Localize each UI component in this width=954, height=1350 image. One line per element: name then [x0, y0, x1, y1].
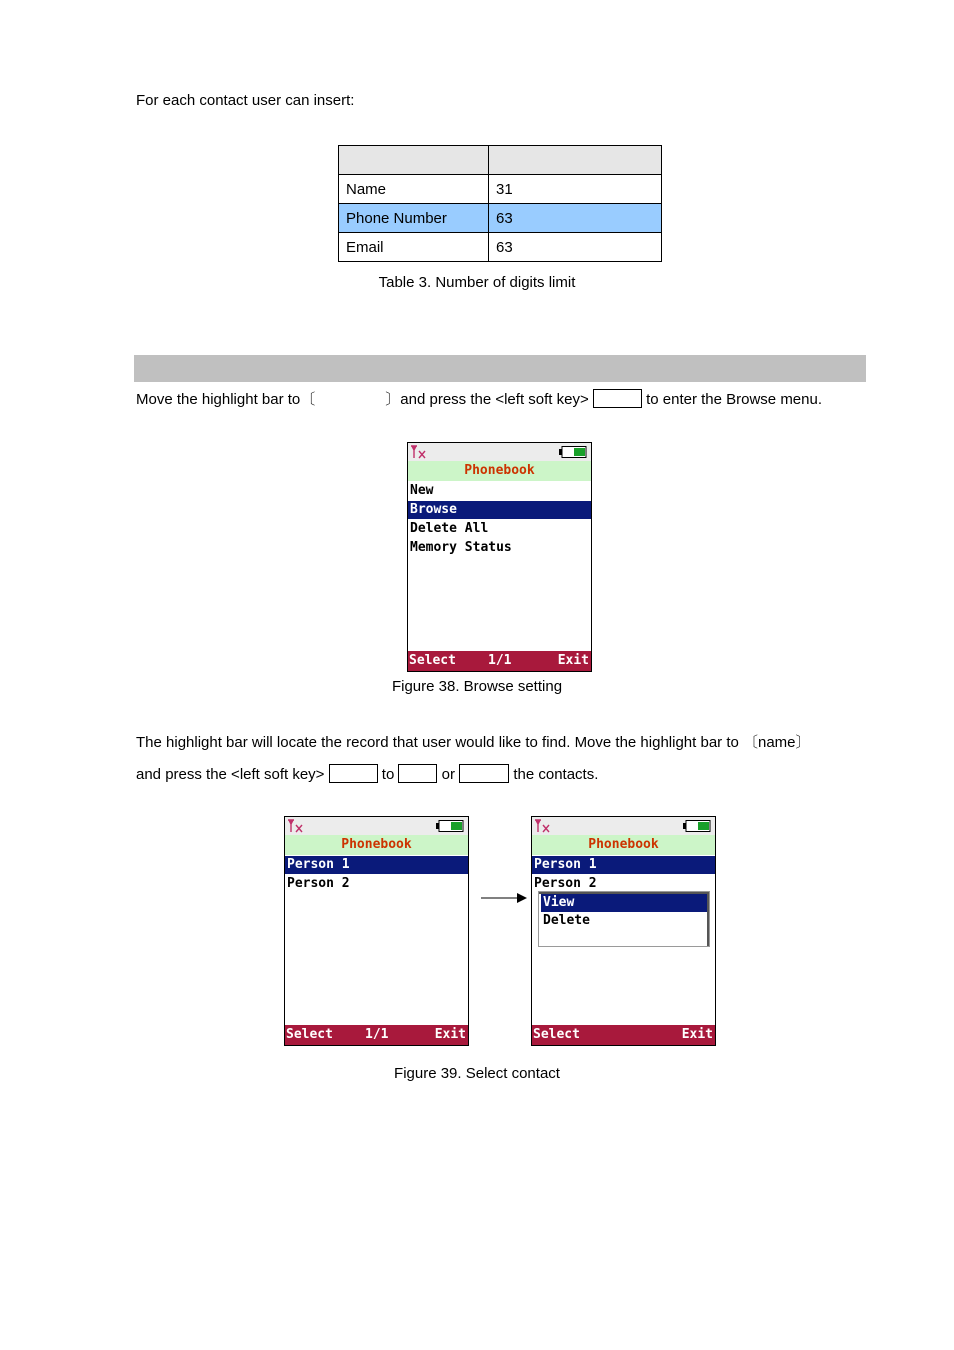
table-cell-limit: 63 — [489, 204, 662, 233]
popup-item-view[interactable]: View — [541, 894, 707, 912]
softkey-select[interactable]: Select — [533, 1027, 580, 1042]
browse-instruction — [136, 389, 822, 409]
table-row-highlighted — [339, 204, 662, 233]
softkey-select[interactable]: Select — [286, 1027, 333, 1042]
screen-title: Phonebook — [285, 835, 468, 855]
contact-item[interactable]: Person 2 — [287, 876, 350, 891]
phone-screen-contact-list — [284, 816, 469, 1046]
softkey-bar — [408, 651, 591, 671]
antenna-no-signal-icon — [411, 445, 427, 459]
popup-item-delete[interactable]: Delete — [543, 913, 590, 928]
phone-screen-contact-options — [531, 816, 716, 1046]
arrow-right-icon — [481, 892, 527, 904]
page-indicator: 1/1 — [365, 1027, 389, 1042]
table-cell-limit: 63 — [489, 233, 662, 262]
contact-item[interactable]: Person 1 — [285, 856, 468, 874]
table-cell-limit: 31 — [489, 175, 662, 204]
instruction-part: the contacts. — [513, 766, 599, 783]
instruction-part: to — [381, 766, 395, 783]
figure-39-caption: Figure 39. Select contact — [394, 1065, 560, 1082]
table-caption: Table 3. Number of digits limit — [378, 274, 576, 291]
instruction-part: Move the highlight bar to〔 — [136, 391, 316, 408]
table-cell-field: Phone Number — [339, 204, 489, 233]
battery-icon — [683, 820, 711, 832]
select-instruction-line2 — [136, 764, 598, 784]
antenna-no-signal-icon — [288, 819, 304, 833]
menu-item-new[interactable]: New — [410, 483, 434, 498]
antenna-no-signal-icon — [535, 819, 551, 833]
softkey-bar — [532, 1025, 715, 1045]
softkey-bar — [285, 1025, 468, 1045]
softkey-placeholder-box — [593, 389, 642, 408]
table-row — [339, 175, 662, 204]
screen-title: Phonebook — [532, 835, 715, 855]
page-indicator: 1/1 — [488, 653, 512, 668]
screen-title: Phonebook — [408, 461, 591, 481]
softkey-exit[interactable]: Exit — [557, 653, 589, 668]
status-bar — [285, 817, 468, 835]
battery-icon — [559, 446, 587, 458]
figure-38-caption: Figure 38. Browse setting — [391, 678, 563, 695]
softkey-exit[interactable]: Exit — [681, 1027, 713, 1042]
phone-screen-browse — [407, 442, 592, 672]
instruction-part: to enter the Browse menu. — [646, 391, 823, 408]
option-placeholder-box — [398, 764, 437, 783]
status-bar — [408, 443, 591, 461]
contact-item[interactable]: Person 2 — [534, 876, 597, 891]
digits-limit-table — [338, 145, 662, 262]
menu-item-memory-status[interactable]: Memory Status — [410, 540, 512, 555]
menu-item-delete-all[interactable]: Delete All — [410, 521, 489, 536]
softkey-placeholder-box — [329, 764, 378, 783]
instruction-part: and press the <left soft key> — [136, 766, 325, 783]
battery-icon — [436, 820, 464, 832]
softkey-exit[interactable]: Exit — [434, 1027, 466, 1042]
options-popup — [538, 891, 710, 947]
softkey-select[interactable]: Select — [409, 653, 456, 668]
instruction-part: 〕and press the <left soft key> — [385, 391, 589, 408]
contact-item[interactable]: Person 1 — [532, 856, 715, 874]
menu-item-browse[interactable]: Browse — [408, 501, 591, 519]
option-placeholder-box — [459, 764, 509, 783]
table-header-cell — [339, 146, 489, 175]
select-instruction-line1: The highlight bar will locate the record that user would like to find. Move the highlight bar to 〔name〕 — [136, 734, 811, 751]
table-header-cell — [489, 146, 662, 175]
table-cell-field: Email — [339, 233, 489, 262]
table-row — [339, 233, 662, 262]
section-heading-bar — [134, 355, 866, 382]
status-bar — [532, 817, 715, 835]
instruction-part: or — [441, 766, 455, 783]
table-cell-field: Name — [339, 175, 489, 204]
intro-text: For each contact user can insert: — [136, 92, 355, 109]
table-header-row — [339, 146, 662, 175]
